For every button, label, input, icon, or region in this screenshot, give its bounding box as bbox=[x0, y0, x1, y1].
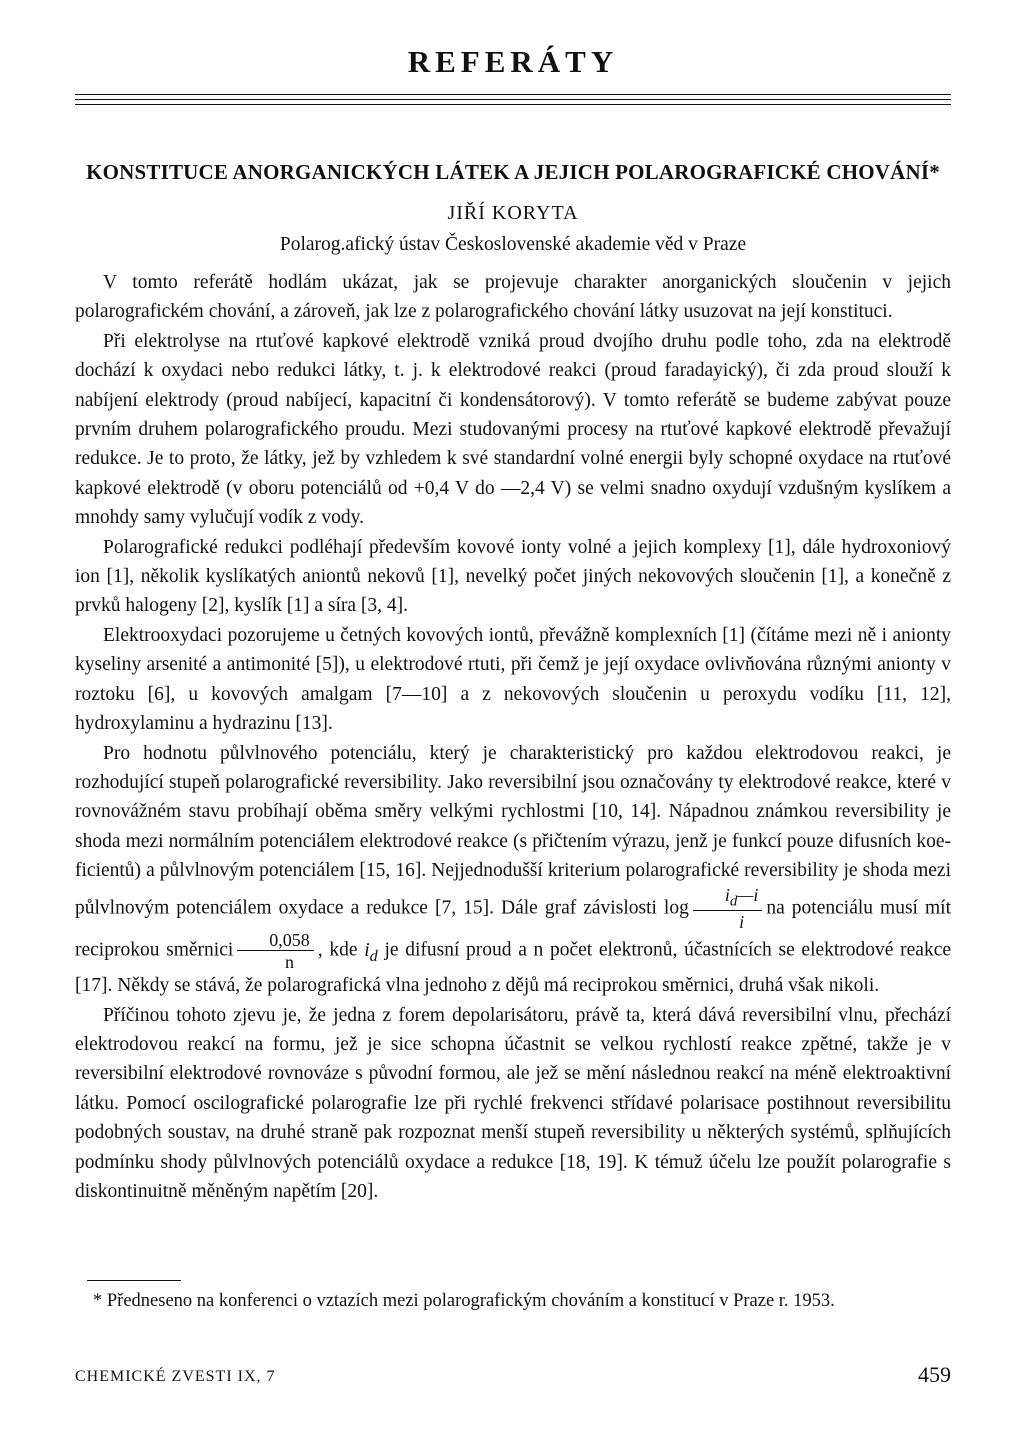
footnote-rule bbox=[87, 1280, 181, 1281]
fraction-log-denominator: i bbox=[739, 912, 745, 933]
header-rule-top bbox=[75, 94, 951, 95]
fraction-slope-denominator: n bbox=[285, 952, 295, 973]
paragraph-5 bbox=[75, 739, 951, 1001]
paragraph-1: V tomto referátě hodlám ukázat, jak se projevuje charakter anorganických sloučenin v jejich polarografickém chování, a zároveň, jak lze z polarografického chování látky usuzovat na její konstituci. bbox=[75, 272, 951, 323]
header-rule-middle bbox=[75, 99, 951, 100]
article-body bbox=[75, 268, 951, 1206]
author-name: JIŘÍ KORYTA bbox=[447, 202, 579, 224]
fraction-log-numerator: $i_d—i$ bbox=[693, 886, 763, 912]
paragraph-5-kde: , kde bbox=[317, 939, 358, 961]
paragraph-5-mid: na potenciálu musí mít reciprokou směrnici bbox=[75, 896, 951, 961]
article-title: KONSTITUCE ANORGANICKÝCH LÁTEK A JEJICH POLAROGRAFICKÉ CHOVÁNÍ* bbox=[86, 160, 940, 184]
header-rule-bottom bbox=[75, 104, 951, 105]
fraction-log-argument bbox=[693, 886, 763, 932]
section-header: REFERÁTY bbox=[407, 44, 619, 79]
paragraph-6: Příčinou tohoto zjevu je, že jedna z forem depolarisátoru, právě ta, která dává reversibilní vlnu, přechází elektrodovou reakcí na formu, jež je sice schopna účastnit se velkou rychlostí reakce zpětné, takže je v reversibilní elektrodové rovnováze s původní formou, ale jež se mění následnou reakcí na méně elektroaktivní látku. Pomocí oscilografické polarografie lze při rychlé frekvenci střídavé polarisace postihnout reversibilitu podobných soustav, na druhé straně pak rozpoznat menší stupeň reversibility u některých systémů, splňujících podmínku shody půlvlnových potenciálů oxydace a redukce [18, 19]. K témuž účelu lze použít polarografie s diskontinuitně měněným napětím [20]. bbox=[75, 1004, 951, 1202]
fraction-slope bbox=[237, 931, 314, 971]
footnote: * Předneseno na konferenci o vztazích mezi polarografickým chováním a konstitucí v Praze r. 1953. bbox=[93, 1291, 835, 1311]
paragraph-3: Polarografické redukci podléhají především kovové ionty volné a jejich komplexy [1], dále hydroxoniový ion [1], několik kyslíkatých aniontů nekovů [1], nevelký počet jiných nekovových sloučenin [1], a konečně z prvků halogeny [2], kyslík [1] a síra [3, 4]. bbox=[75, 536, 951, 617]
page-number: 459 bbox=[918, 1362, 951, 1387]
fraction-slope-numerator: 0,058 bbox=[237, 931, 314, 951]
author-affiliation: Polarog.afický ústav Československé akademie věd v Praze bbox=[279, 234, 747, 255]
journal-name: CHEMICKÉ ZVESTI IX, 7 bbox=[75, 1368, 276, 1385]
diffusion-current-symbol: $i_d$ bbox=[364, 939, 378, 965]
paragraph-2: Při elektrolyse na rtuťové kapkové elektrodě vzniká proud dvojího druhu podle toho, zda na elektrodě dochází k oxydaci nebo redukci látky, t. j. k elektrodové reakci (proud faradayický), či zda proud slouží k nabíjení elektrody (proud nabíjecí, kapacitní či kondensátorový). V tomto referátě se budeme zabývat pouze prvním druhem polarografického proudu. Mezi studovanými procesy na rtuťové kapkové elektrodě převažují redukce. Je to proto, že látky, jež by vzhledem k své standardní volné energii byly schopné oxydace na rtuťové kapkové elektrodě (v oboru potenciálů od +0,4 V do —2,4 V) se velmi snadno oxydují vzdušným kyslíkem a mnohdy samy vylučují vodík z vody. bbox=[75, 330, 951, 529]
paragraph-5-end: je difusní proud a n počet elektronů, účastnících se elektrodové reakce [17]. Někdy se stává, že polarografická vlna jednoho z dějů má reciprokou směrnici, druhá však nikoli. bbox=[75, 939, 952, 997]
paragraph-4: Elektrooxydaci pozorujeme u četných kovových iontů, převážně komplexních [1] (čítáme mezi ně i anionty kyseliny arsenité a antimonité [5]), u elektrodové rtuti, při čemž je její oxydace ovlivňována různými anionty v roztoku [6], u kovových amalgam [7—10] a z nekovových sloučenin u peroxydu vodíku [11, 12], hydroxylaminu a hydrazinu [13]. bbox=[75, 624, 951, 735]
paragraph-5-start: Pro hodnotu půlvlnového potenciálu, který je charakteristický pro každou elektrodovou reakci, je rozhodující stupeň polarografické reversibility. Jako reversibilní jsou označovány ty elektrodové reakce, které v rovnovážném stavu probíhají oběma směry velkými rychlostmi [10, 14]. Nápadnou známkou reversibility je shoda mezi normálním potenciálem elektrodové reakce (s přičtením výrazu, jenž je funkcí pouze difusních koeficientů) a půlvlnovým potenciálem [15, 16]. Nejjednodušší kriterium polarografické reversibility je shoda mezi půlvlnovým potenciálem oxydace a redukce [7, 15]. Dále graf závislosti log bbox=[75, 742, 951, 918]
page bbox=[75, 0, 951, 1443]
